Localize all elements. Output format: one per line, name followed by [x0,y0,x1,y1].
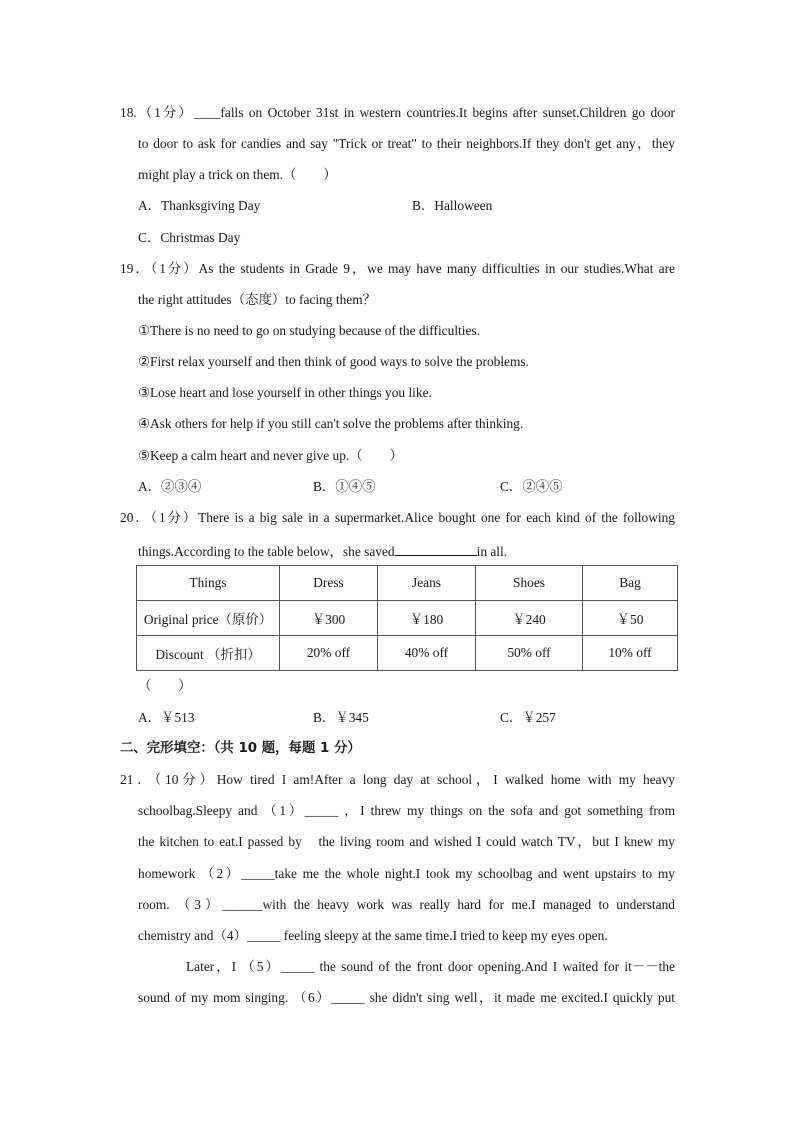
table-cell: ￥50 [583,601,678,636]
q20-line-1: 20．（1分）There is a big sale in a supermarket.Alice bought one for each kind of the following [120,510,675,525]
table-cell: Things [137,566,280,601]
q19-item-1: ①There is no need to go on studying because of the difficulties. [138,323,480,338]
q19-option-b[interactable]: B．①④⑤ [313,479,376,494]
discount-table [136,565,678,671]
table-cell: Dress [280,566,378,601]
q20-option-b[interactable]: B．￥345 [313,710,369,725]
q19-line-2: the right attitudes（态度）to facing them？ [138,292,377,307]
q18-option-b[interactable]: B．Halloween [412,198,493,213]
table-cell: 40% off [378,636,476,671]
table-row-header [137,566,678,601]
q21-line-6: chemistry and（4）_____ feeling sleepy at the same time.I tried to keep my eyes open. [138,928,608,943]
q18-line-2: to door to ask for candies and say "Trick or treat" to their neighbors.If they don't get any，they [138,136,675,151]
q18-line-3: might play a trick on them.（ ） [138,167,337,182]
table-cell: Shoes [476,566,583,601]
q19-item-4: ④Ask others for help if you still can't solve the problems after thinking. [138,416,524,431]
table-cell: Original price（原价） [137,601,280,636]
table-row-discount [137,636,678,671]
q20-line-2-end: in all. [476,544,508,559]
table-cell: ￥180 [378,601,476,636]
q21-line-4: homework （2）_____take me the whole night.I took my schoolbag and went upstairs to my [138,866,675,881]
q21-line-1: 21．（10分）How tired I am!After a long day at school，I walked home with my heavy [120,772,675,787]
q20-answer-blank [395,541,477,556]
q21-line-3: the kitchen to eat.I passed by the living room and wished I could watch TV，but I knew my [138,834,675,849]
q18-line-1: 18.（1分）____falls on October 31st in western countries.It begins after sunset.Children go door [120,105,675,120]
q20-line-2-text: things.According to the table below，she saved [138,544,395,559]
q19-item-5: ⑤Keep a calm heart and never give up.（ ） [138,448,403,463]
table-cell: Jeans [378,566,476,601]
q18-option-a[interactable]: A．Thanksgiving Day [138,198,261,213]
q20-paren: （ ） [138,678,192,693]
section-heading: 二、完形填空：（共 10 题，每题 1 分） [120,741,361,756]
q21-line-5: room. （3）______with the heavy work was really hard for me.I managed to understand [138,897,675,912]
q20-line-2 [138,541,675,561]
table-cell: Bag [583,566,678,601]
q18-option-c[interactable]: C．Christmas Day [138,230,241,245]
q21-line-8: sound of my mom singing. （6）_____ she didn't sing well，it made me excited.I quickly put [138,990,675,1005]
q20-option-a[interactable]: A．￥513 [138,710,195,725]
q19-item-2: ②First relax yourself and then think of good ways to solve the problems. [138,354,529,369]
table-cell: 10% off [583,636,678,671]
q19-option-c[interactable]: C．②④⑤ [500,479,563,494]
q21-line-2: schoolbag.Sleepy and （1）_____ ，I threw my things on the sofa and got something from [138,803,675,818]
table-cell: ￥300 [280,601,378,636]
q19-line-1: 19．（1分）As the students in Grade 9，we may have many difficulties in our studies.What are [120,261,675,276]
table-cell: Discount （折扣） [137,636,280,671]
q19-item-3: ③Lose heart and lose yourself in other things you like. [138,385,432,400]
q19-option-a[interactable]: A．②③④ [138,479,202,494]
table-cell: 50% off [476,636,583,671]
q21-line-7: Later，I （5）_____ the sound of the front door opening.And I waited for it－－the [186,959,675,974]
q20-option-c[interactable]: C．￥257 [500,710,556,725]
table-cell: 20% off [280,636,378,671]
table-row-price [137,601,678,636]
table-cell: ￥240 [476,601,583,636]
